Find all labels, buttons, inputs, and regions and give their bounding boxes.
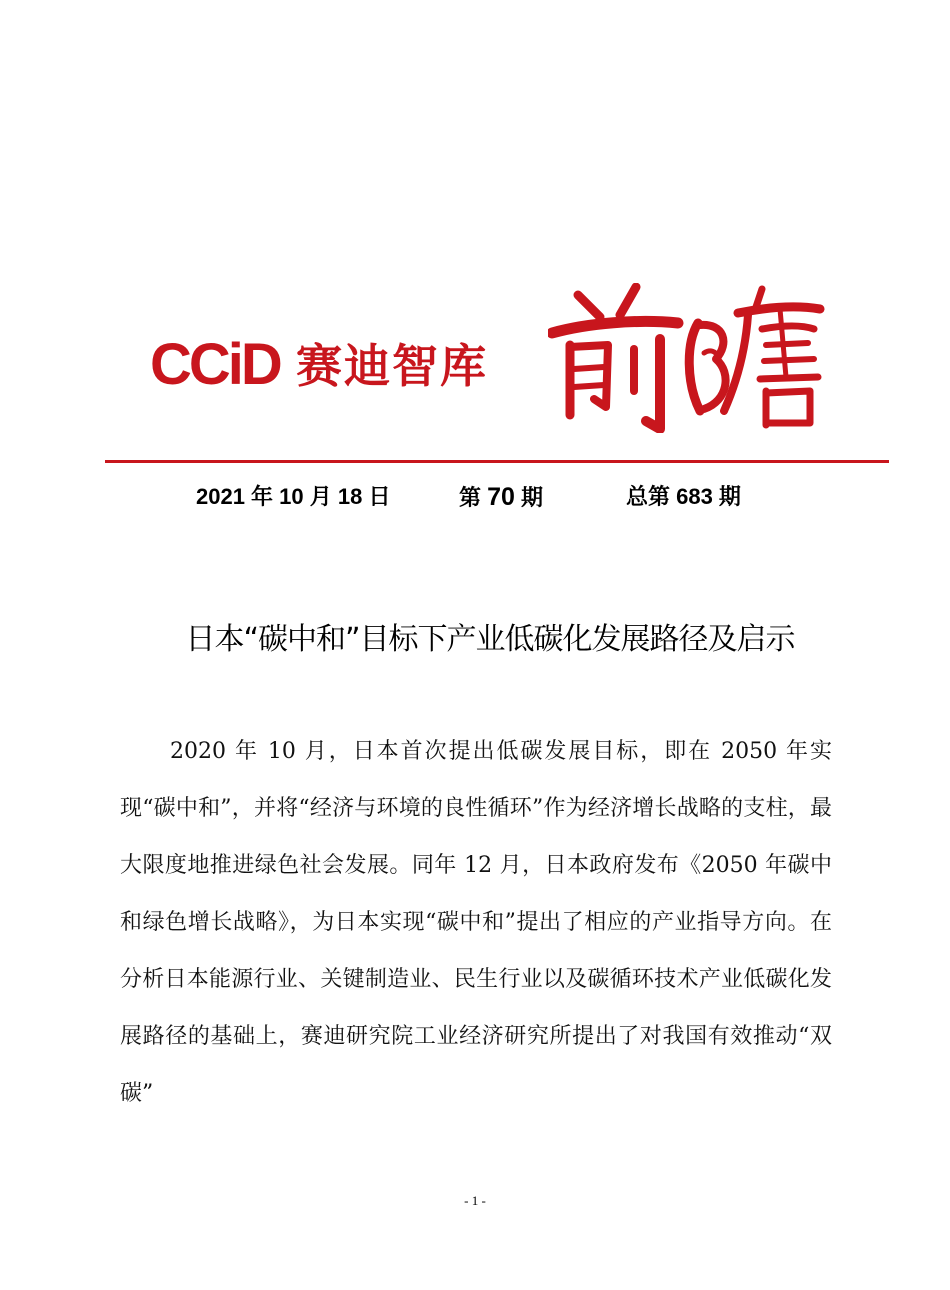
issue-number-suffix: 期 bbox=[514, 485, 544, 510]
issue-number-value: 70 bbox=[487, 483, 515, 511]
header-divider-rule bbox=[105, 460, 889, 463]
article-title: 日本“碳中和”目标下产业低碳化发展路径及启示 bbox=[185, 622, 795, 657]
page-number: - 1 - bbox=[464, 1193, 486, 1208]
masthead bbox=[0, 0, 950, 470]
issue-date: 2021 年 10 月 18 日 bbox=[196, 484, 391, 509]
issue-total-number: 总第 683 期 bbox=[626, 484, 741, 509]
ccid-think-tank-logo-text: 赛迪智库 bbox=[296, 339, 488, 393]
brush-calligraphy-title-logo bbox=[548, 283, 833, 433]
issue-info-line bbox=[0, 482, 950, 516]
ccid-logo: CCiD bbox=[150, 332, 280, 397]
article-body bbox=[120, 723, 832, 1122]
article-paragraph: 2020 年 10 月，日本首次提出低碳发展目标，即在 2050 年实现“碳中和”，并将“经济与环境的良性循环”作为经济增长战略的支柱，最大限度地推进绿色社会发展。同年 12 月，日本政府发布《2050 年碳中和绿色增长战略》，为日本实现“碳中和”提出了相应的产业指导方向。在分析日本能源行业、关键制造业、民生行业以及碳循环技术产业低碳化发展路径的基础上，赛迪研究院工业经济研究所提出了对我国有效推动“双碳” bbox=[120, 739, 832, 1106]
issue-number bbox=[459, 482, 543, 513]
issue-number-prefix: 第 bbox=[459, 485, 488, 510]
